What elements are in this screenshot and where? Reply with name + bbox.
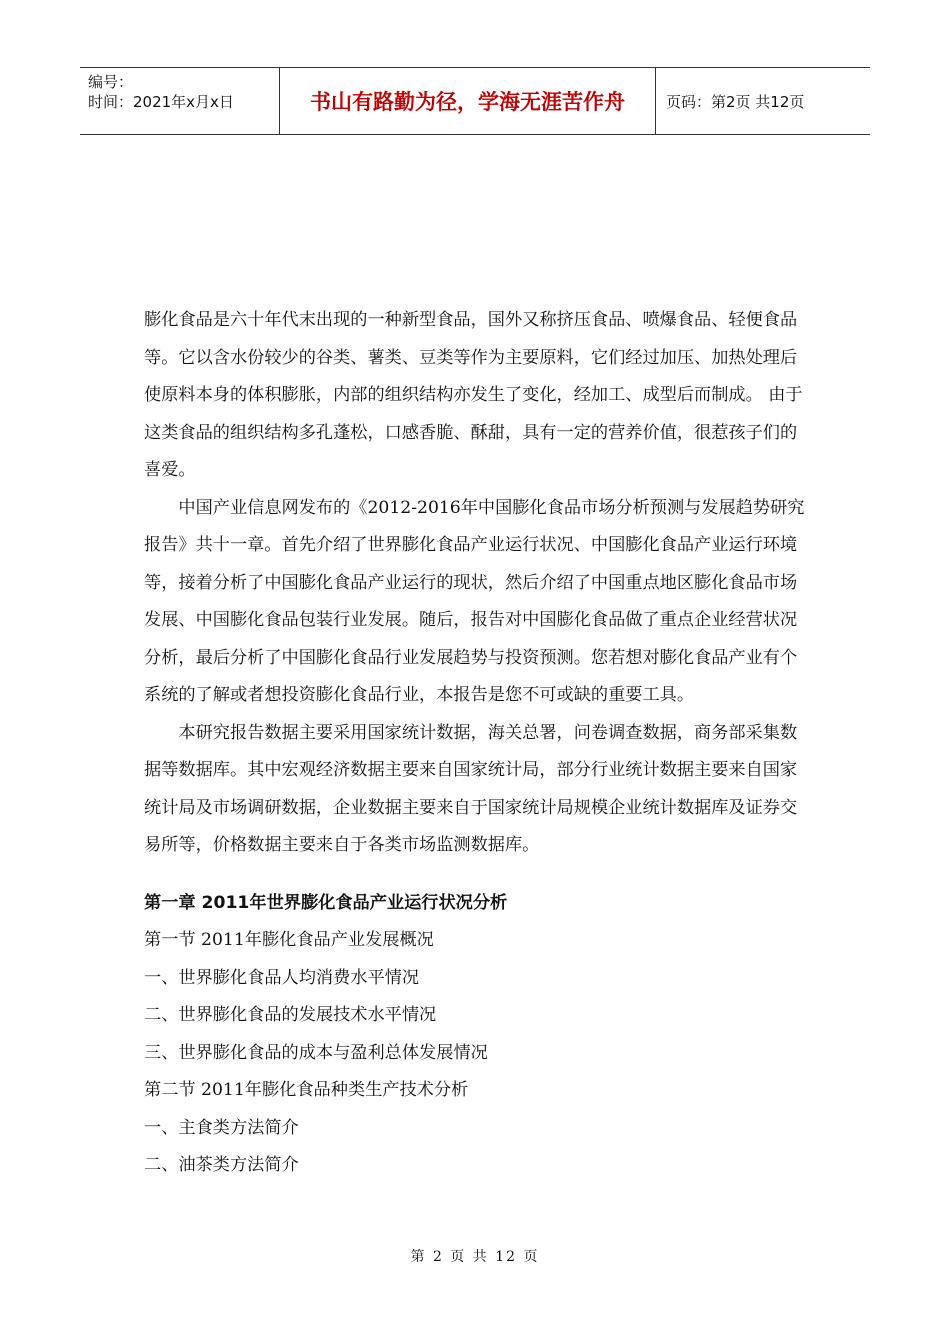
toc-item: 第二节 2011年膨化食品种类生产技术分析 [144,1080,469,1100]
page-header [80,67,870,135]
toc-item: 一、主食类方法简介 [144,1117,299,1138]
page-footer: 第 2 页 共 12 页 [410,1249,540,1265]
toc-item: 第一节 2011年膨化食品产业发展概况 [144,930,434,950]
paragraph-sources: 本研究报告数据主要采用国家统计数据，海关总署，问卷调查数据，商务部采集数据等数据库。其中宏观经济数据主要来自国家统计局，部分行业统计数据主要来自国家统计局及市场调研数据，企业数据主要来自于国家统计局规模企业统计数据库及证券交易所等，价格数据主要来自于各类市场监测数据库。 [144,722,798,855]
header-meta [80,68,280,134]
document-body [144,302,814,1185]
table-of-contents [144,885,814,1185]
header-page-info: 页码：第2页 共12页 [666,92,805,111]
number-label: 编号： [88,73,134,91]
toc-item: 二、油茶类方法简介 [144,1155,299,1175]
toc-item: 一、世界膨化食品人均消费水平情况 [144,967,420,988]
toc-item: 二、世界膨化食品的发展技术水平情况 [144,1005,437,1025]
toc-item: 三、世界膨化食品的成本与盈利总体发展情况 [144,1042,488,1063]
paragraph-intro: 膨化食品是六十年代末出现的一种新型食品，国外又称挤压食品、喷爆食品、轻便食品等。它以含水份较少的谷类、薯类、豆类等作为主要原料，它们经过加压、加热处理后使原料本身的体积膨胀，内部的组织结构亦发生了变化，经加工、成型后而制成。 由于这类食品的组织结构多孔蓬松，口感香脆、酥甜，具有一定的营养价值，很惹孩子们的喜爱。 [144,310,803,480]
time-label: 时间：2021年x月x日 [88,93,234,111]
paragraph-report: 中国产业信息网发布的《2012-2016年中国膨化食品市场分析预测与发展趋势研究报告》共十一章。首先介绍了世界膨化食品产业运行状况、中国膨化食品产业运行环境等，接着分析了中国膨化食品产业运行的现状，然后介绍了中国重点地区膨化食品市场发展、中国膨化食品包装行业发展。随后，报告对中国膨化食品做了重点企业经营状况分析，最后分析了中国膨化食品行业发展趋势与投资预测。您若想对膨化食品产业有个系统的了解或者想投资膨化食品行业，本报告是您不可或缺的重要工具。 [144,497,805,705]
toc-chapter-1: 第一章 2011年世界膨化食品产业运行状况分析 [144,892,508,913]
header-motto: 书山有路勤为径，学海无涯苦作舟 [280,68,656,134]
